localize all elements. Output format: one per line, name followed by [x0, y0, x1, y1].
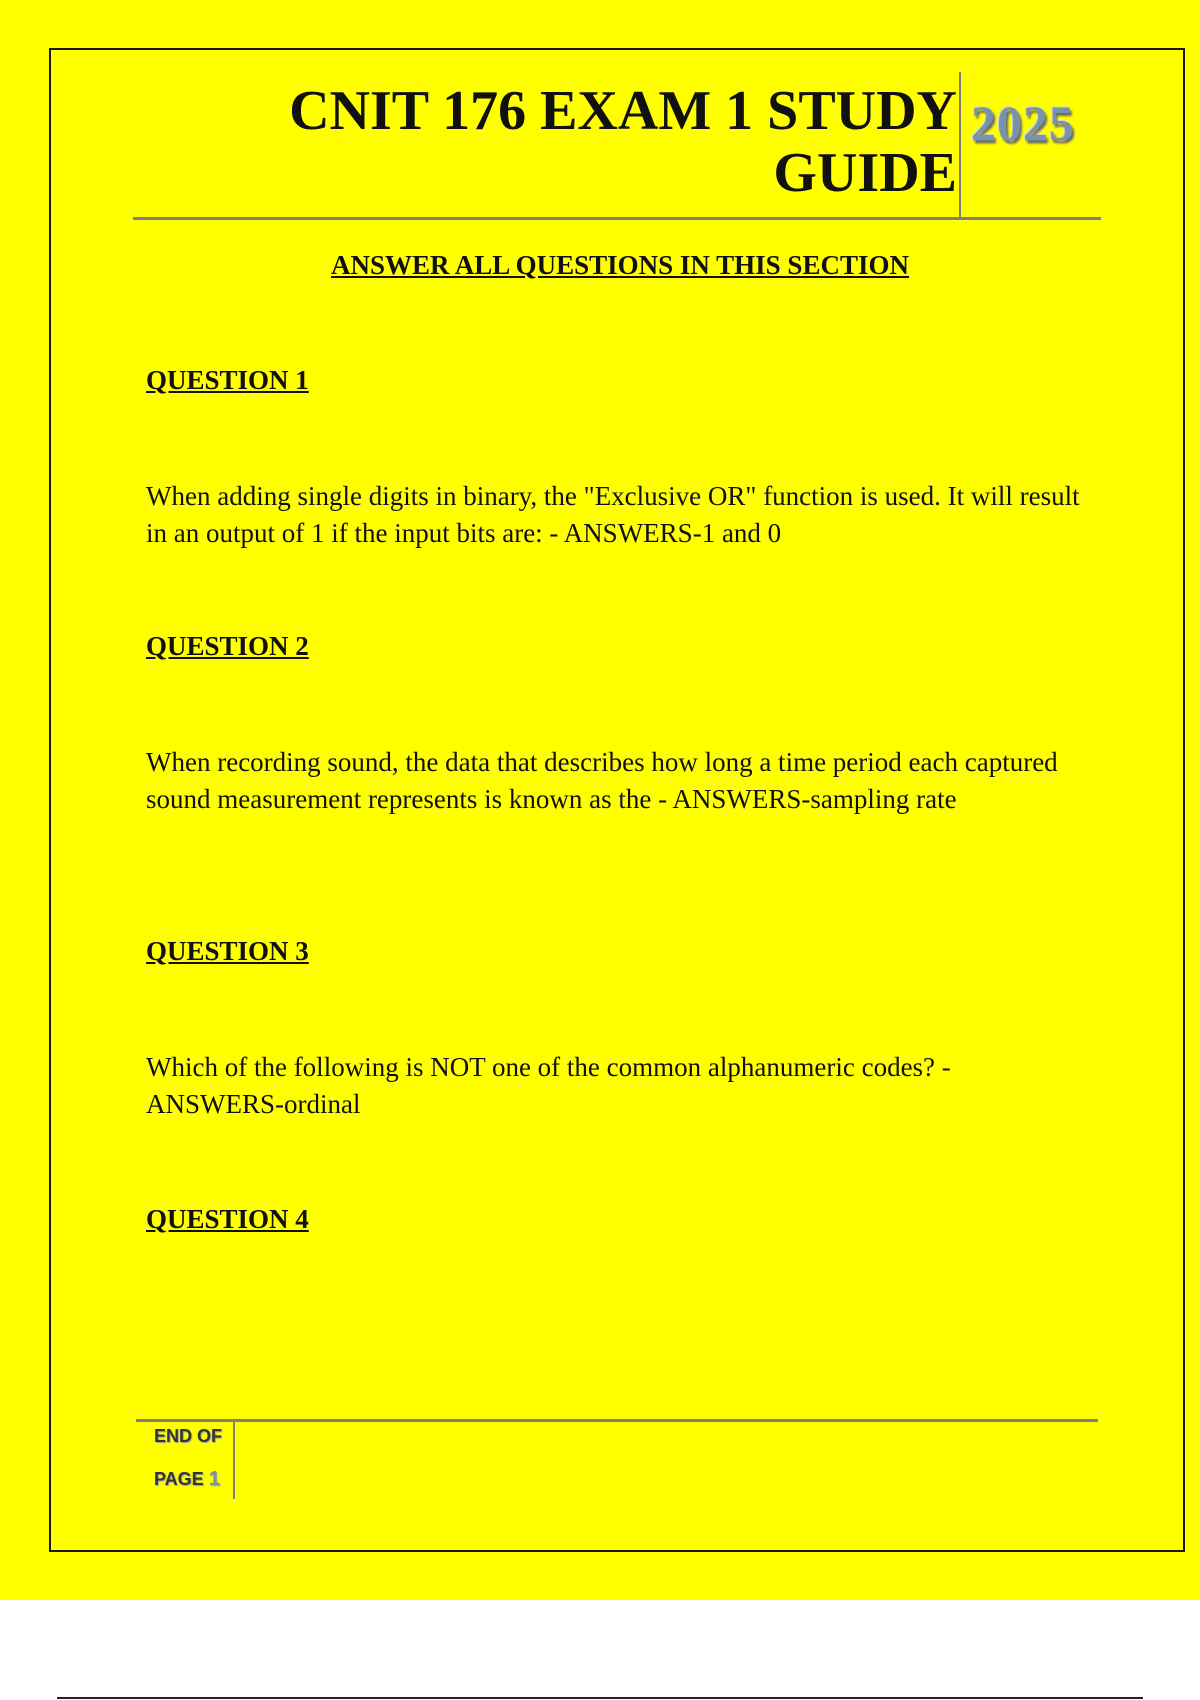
- question-1-body: When adding single digits in binary, the "Exclusive OR" function is used. It will result in an output of 1 if the input bits are: - ANSWERS-1 and 0: [146, 481, 1080, 548]
- document-header: [133, 72, 1101, 220]
- footer-divider: [233, 1422, 235, 1499]
- question-3-body: Which of the following is NOT one of the common alphanumeric codes? - ANSWERS-ordinal: [146, 1052, 951, 1119]
- title-line-2: GUIDE: [773, 142, 957, 204]
- footer-end-of: END OF: [154, 1426, 223, 1446]
- footer-rule: [136, 1419, 1098, 1422]
- question-4-heading: QUESTION 4: [146, 1204, 309, 1234]
- question-1-heading: QUESTION 1: [146, 365, 309, 395]
- title-line-1: CNIT 176 EXAM 1 STUDY: [289, 80, 957, 142]
- question-2-heading: QUESTION 2: [146, 631, 309, 661]
- footer-page-prefix: PAGE: [154, 1469, 204, 1489]
- footer-page-number: 1: [208, 1468, 220, 1490]
- bottom-rule: [57, 1697, 1143, 1699]
- year-label: 2025: [971, 95, 1075, 151]
- question-3-heading: QUESTION 3: [146, 936, 309, 966]
- question-2-body: When recording sound, the data that describes how long a time period each captured sound measurement represents is known as the - ANSWERS-sampling rate: [146, 747, 1058, 814]
- document-title: [257, 80, 957, 204]
- header-divider: [959, 72, 961, 217]
- section-instruction: ANSWER ALL QUESTIONS IN THIS SECTION: [331, 250, 909, 280]
- footer-page-label: [154, 1468, 220, 1491]
